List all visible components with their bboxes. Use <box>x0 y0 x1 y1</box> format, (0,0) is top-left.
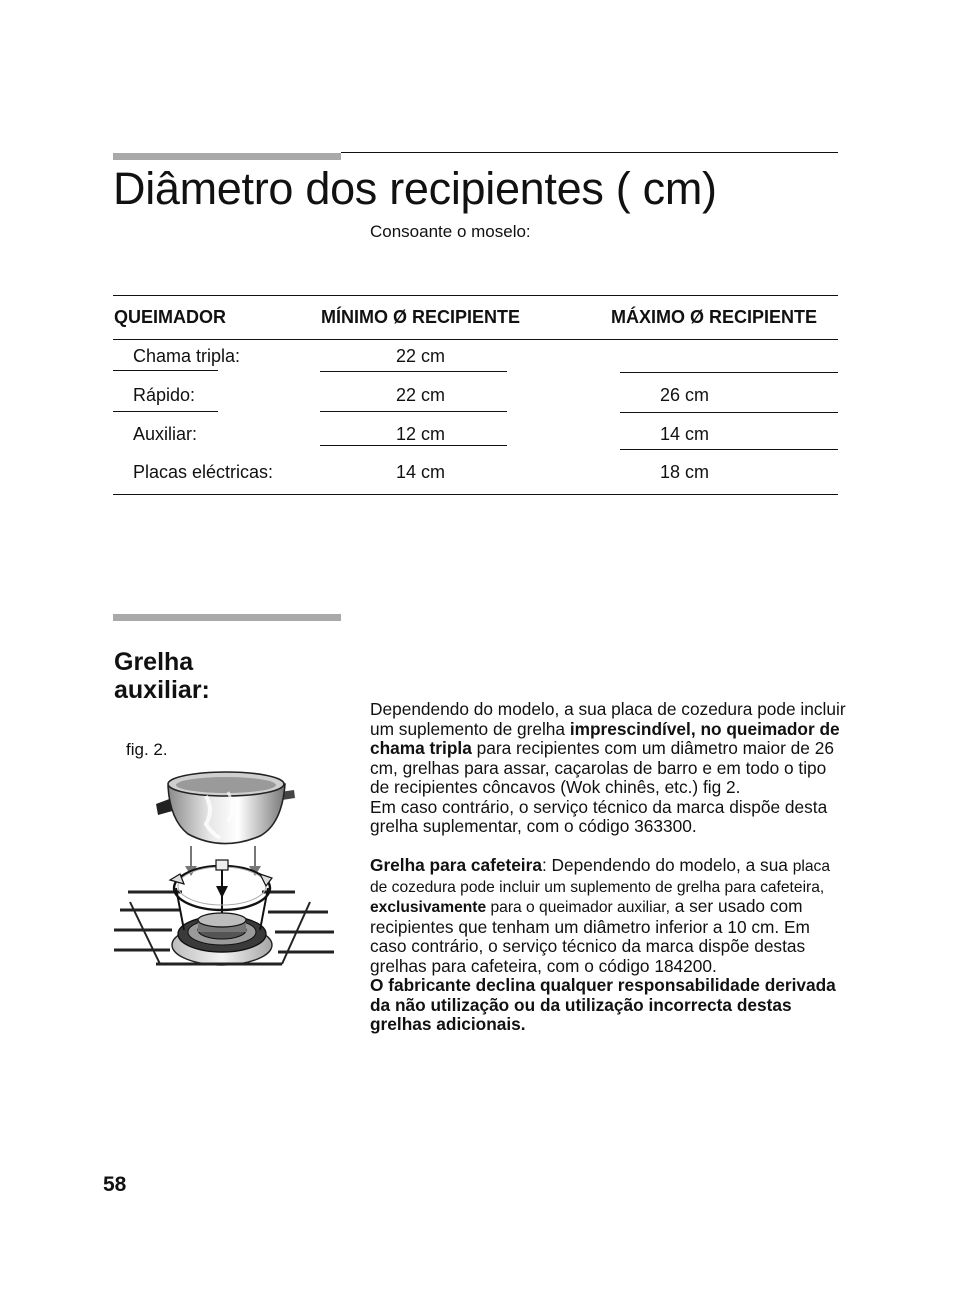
section-heading-line2: auxiliar: <box>114 676 210 704</box>
paragraph <box>370 856 846 976</box>
text-run: para o queimador auxiliar, <box>486 899 670 916</box>
table-header-rule <box>113 339 838 340</box>
text-run-bold: exclusivamente <box>370 899 487 916</box>
section-bar-bottom <box>113 614 341 621</box>
table-cell-burner: Auxiliar: <box>133 424 198 444</box>
section-bar-top <box>113 153 341 160</box>
page-title: Diâmetro dos recipientes ( cm) <box>113 163 717 214</box>
text-run: Dependendo do modelo, a sua placa de cozedura pode incluir um suplemento de grelha <box>370 699 846 739</box>
table-cell-burner: Placas eléctricas: <box>133 462 274 482</box>
table-cell-min: 22 cm <box>396 385 446 405</box>
table-header-burner: QUEIMADOR <box>114 307 226 327</box>
text-run: para recipientes com um diâmetro maior de 26 cm, grelhas para assar, caçarolas de barro e em todo o tipo de recipientes côncavos (Wok chinês, etc.) fig 2. <box>370 738 834 797</box>
paragraph <box>370 700 846 798</box>
row-rule <box>113 370 218 371</box>
row-rule <box>620 449 838 450</box>
table-cell-burner: Rápido: <box>133 385 196 405</box>
table-header-max: MÁXIMO Ø RECIPIENTE <box>611 307 818 327</box>
table-cell-min: 12 cm <box>396 424 446 444</box>
figure-label: fig. 2. <box>126 740 168 759</box>
row-rule <box>113 411 218 412</box>
header-rule <box>341 152 838 153</box>
table-cell-min: 14 cm <box>396 462 446 482</box>
paragraph: Em caso contrário, o serviço técnico da marca dispõe desta grelha suplementar, com o código 363300. <box>370 796 828 836</box>
text-run-bold: imprescindível, no queimador de chama tripla <box>370 718 840 758</box>
table-cell-min: 22 cm <box>396 346 446 366</box>
table-cell-max: 18 cm <box>660 462 710 482</box>
table-cell-max: 14 cm <box>660 424 710 444</box>
text-run-bold: O fabricante declina qualquer responsabilidade derivada da não utilização ou da utilização incorrecta destas grelhas adicionais. <box>370 975 836 1034</box>
arrow-down-icon <box>216 886 228 898</box>
table-header-min: MÍNIMO Ø RECIPIENTE <box>321 307 521 327</box>
text-run: placa de cozedura pode incluir um suplemento de grelha para cafeteira, <box>370 858 830 896</box>
row-rule <box>620 412 838 413</box>
table-cell-max: 26 cm <box>660 385 710 405</box>
section-heading <box>114 648 210 704</box>
row-rule <box>320 371 507 372</box>
wok-grate-illustration <box>110 762 335 984</box>
row-rule <box>320 445 507 446</box>
text-run-bold: Grelha para cafeteira <box>370 855 542 875</box>
section-body <box>370 700 846 1035</box>
page-number: 58 <box>103 1173 127 1196</box>
page-subtitle: Consoante o moselo: <box>370 222 531 241</box>
row-rule <box>620 372 838 373</box>
row-rule <box>320 411 507 412</box>
text-run: a ser usado com recipientes que tenham um diâmetro inferior a 10 cm. Em caso contrário, o serviço técnico da marca dispõe destas grelhas para cafeteira, com o código 184200. <box>370 896 810 976</box>
table-top-rule <box>113 295 838 296</box>
text-run: : Dependendo do modelo, a sua <box>541 855 793 875</box>
table-cell-burner: Chama tripla: <box>133 346 241 366</box>
table-bottom-rule <box>113 494 838 495</box>
section-heading-line1: Grelha <box>114 648 194 676</box>
warning-paragraph <box>370 976 846 1035</box>
